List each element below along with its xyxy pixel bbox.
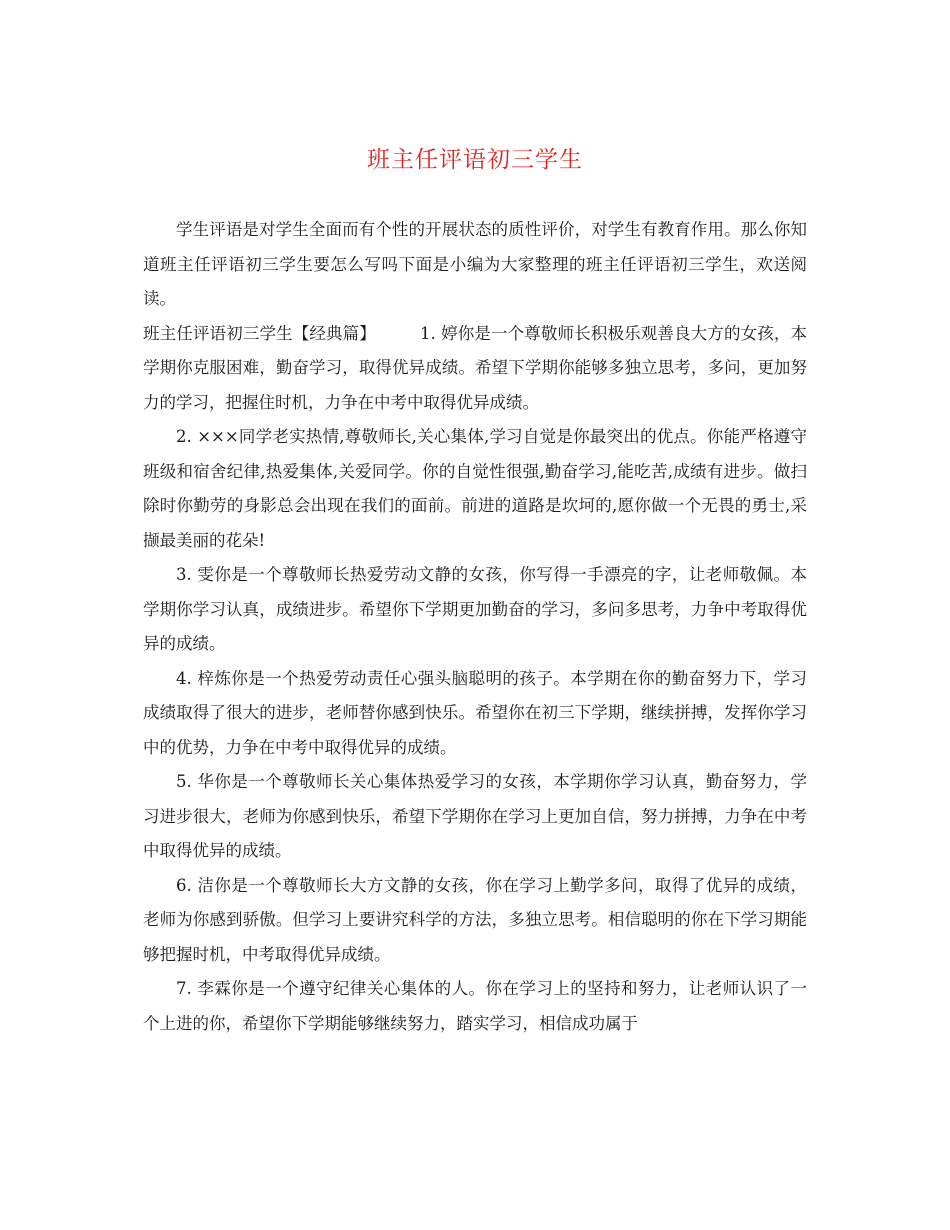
document-body bbox=[143, 213, 807, 1041]
comment-item-7: 7. 李霖你是一个遵守纪律关心集体的人。你在学习上的坚持和努力，让老师认识了一个上进的你，希望你下学期能够继续努力，踏实学习，相信成功属于 bbox=[143, 979, 807, 1033]
comment-item-6: 6. 洁你是一个尊敬师长大方文静的女孩，你在学习上勤学多问，取得了优异的成绩，老师为你感到骄傲。但学习上要讲究科学的方法，多独立思考。相信聪明的你在下学习期能够把握时机，中考取得优异成绩。 bbox=[143, 875, 807, 964]
section-heading: 班主任评语初三学生【经典篇】 bbox=[143, 323, 376, 343]
page-title: 班主任评语初三学生 bbox=[367, 147, 583, 173]
intro-paragraph: 学生评语是对学生全面而有个性的开展状态的质性评价，对学生有教育作用。那么你知道班主任评语初三学生要怎么写吗下面是小编为大家整理的班主任评语初三学生，欢送阅读。 bbox=[143, 220, 807, 308]
section-paragraph bbox=[143, 317, 807, 421]
comment-item-1: 1. 婷你是一个尊敬师长积极乐观善良大方的女孩，本学期你克服困难，勤奋学习，取得优异成绩。希望下学期你能够多独立思考，多问，更加努力的学习，把握住时机，力争在中考中取得优异成绩。 bbox=[143, 323, 807, 412]
comment-item-3: 3. 雯你是一个尊敬师长热爱劳动文静的女孩，你写得一手漂亮的字，让老师敬佩。本学期你学习认真，成绩进步。希望你下学期更加勤奋的学习，多问多思考，力争中考取得优异的成绩。 bbox=[143, 565, 807, 653]
comment-item-4: 4. 梓炼你是一个热爱劳动责任心强头脑聪明的孩子。本学期在你的勤奋努力下，学习成绩取得了很大的进步，老师替你感到快乐。希望你在初三下学期，继续拼搏，发挥你学习中的优势，力争在中考中取得优异的成绩。 bbox=[143, 668, 807, 757]
comment-item-5: 5. 华你是一个尊敬师长关心集体热爱学习的女孩，本学期你学习认真，勤奋努力，学习进步很大，老师为你感到快乐，希望下学期你在学习上更加自信，努力拼搏，力争在中考中取得优异的成绩。 bbox=[143, 772, 807, 860]
comment-item-2: 2. ×××同学老实热情,尊敬师长,关心集体,学习自觉是你最突出的优点。你能严格遵守班级和宿舍纪律,热爱集体,关爱同学。你的自觉性很强,勤奋学习,能吃苦,成绩有进步。做扫除时你勤劳的身影总会出现在我们的面前。前进的道路是坎坷的,愿你做一个无畏的勇士,采撷最美丽的花朵! bbox=[143, 427, 807, 550]
